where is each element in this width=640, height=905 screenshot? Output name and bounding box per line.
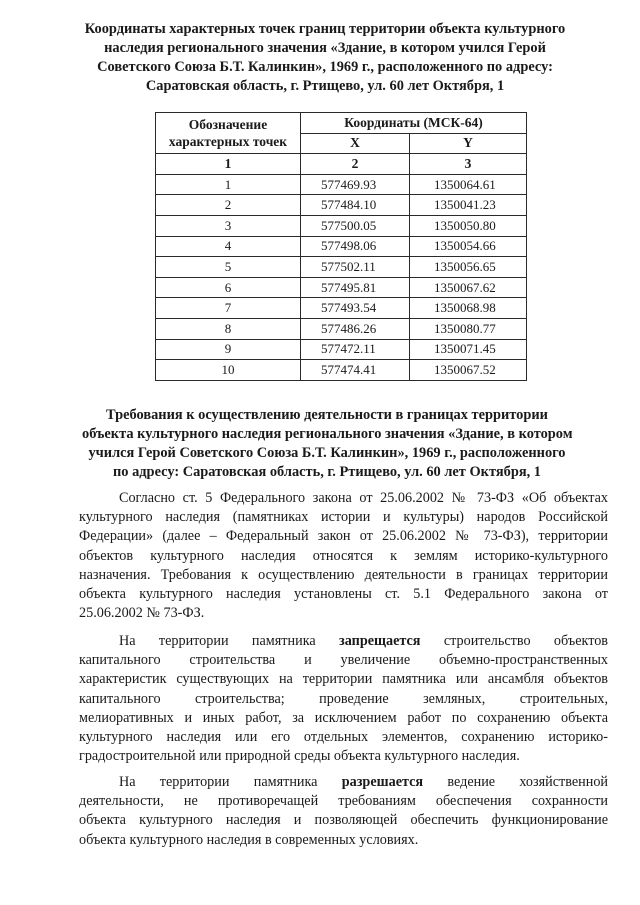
title-line: наследия регионального значения «Здание, в котором учился Герой (104, 40, 546, 56)
paragraph-line: культурного наследия (памятниках истории и культуры) народов Российской (79, 509, 608, 526)
paragraph-law-reference (79, 489, 608, 623)
header-x: X (301, 133, 410, 154)
header-name-line: Обозначение (188, 117, 268, 133)
paragraph-line: объекта культурного наследия установлены ст. 5.1 Федерального закона от (79, 586, 608, 603)
coordinates-table (155, 112, 527, 381)
cell-x: 577486.26 (301, 318, 410, 339)
paragraph-line: градостроительной или природной среды объекта культурного наследия. (79, 748, 520, 765)
paragraph-line: назначения. Требования к осуществлению деятельности в границах территории (79, 566, 608, 583)
cell-point: 5 (156, 257, 301, 278)
cell-x: 577495.81 (301, 277, 410, 298)
paragraph-permitted (79, 773, 608, 850)
header-name-line: характерных точек (168, 134, 288, 150)
cell-y: 1350050.80 (410, 215, 527, 236)
paragraph-line: объекта культурного наследия в современных условиях. (79, 831, 419, 848)
title-line: Саратовская область, г. Ртищево, ул. 60 лет Октября, 1 (145, 78, 505, 94)
paragraph-line: Федерации» (далее – Федеральный закон от 25.06.2002 № 73-ФЗ), территории (79, 528, 608, 545)
cell-point: 3 (156, 215, 301, 236)
permitted-keyword: разрешается (341, 774, 424, 790)
table-row (156, 174, 527, 195)
paragraph-first-line (79, 632, 608, 651)
table-row (156, 298, 527, 319)
title-line: Советского Союза Б.Т. Калинкин», 1969 г., расположенного по адресу: (97, 59, 553, 75)
table-row (156, 215, 527, 236)
cell-point: 7 (156, 298, 301, 319)
paragraph-line: объектов культурного наследия относятся к землям историко-культурного (79, 547, 608, 564)
cell-x: 577500.05 (301, 215, 410, 236)
cell-point: 10 (156, 360, 301, 381)
cell-point: 2 (156, 195, 301, 216)
requirements-title (82, 406, 572, 482)
title-line: по адресу: Саратовская область, г. Ртищево, ул. 60 лет Октября, 1 (113, 464, 541, 480)
cell-x: 577472.11 (301, 339, 410, 360)
header-point-designation (156, 113, 301, 154)
paragraph-first-line (79, 773, 608, 792)
coordinates-title (70, 20, 580, 96)
title-line: объекта культурного наследия регионального значения «Здание, в котором (82, 426, 573, 442)
table-row (156, 277, 527, 298)
title-line: учился Герой Советского Союза Б.Т. Калинкин», 1969 г., расположенного (88, 445, 566, 461)
table-column-number-row (156, 154, 527, 175)
table-row (156, 195, 527, 216)
paragraph-line: деятельности, не противоречащей требованиям обеспечения сохранности (79, 793, 608, 810)
cell-y: 1350068.98 (410, 298, 527, 319)
paragraph-line: мелиоративных и иных работ, за исключением работ по сохранению объекта (79, 709, 608, 726)
cell-y: 1350054.66 (410, 236, 527, 257)
cell-point: 1 (156, 174, 301, 195)
table-row (156, 236, 527, 257)
table-header-row (156, 113, 527, 134)
table-row (156, 257, 527, 278)
title-line: Координаты характерных точек границ территории объекта культурного (84, 21, 566, 37)
cell-y: 1350064.61 (410, 174, 527, 195)
paragraph-lead-tail: ведение хозяйственной (423, 774, 609, 790)
paragraph-lead: На территории памятника (119, 633, 340, 649)
cell-y: 1350041.23 (410, 195, 527, 216)
paragraph-line: капитального строительства и увеличение объемно-пространственных (79, 652, 608, 669)
cell-x: 577498.06 (301, 236, 410, 257)
header-coordinates: Координаты (МСК-64) (301, 113, 527, 134)
paragraph-line: капитального строительства; проведение земляных, строительных, (79, 690, 608, 707)
header-y: Y (410, 133, 527, 154)
paragraph-lead: На территории памятника (119, 774, 342, 790)
cell-x: 577502.11 (301, 257, 410, 278)
paragraph-lead-tail: строительство объектов (420, 633, 608, 649)
cell-point: 8 (156, 318, 301, 339)
cell-x: 577484.10 (301, 195, 410, 216)
paragraph-line: Согласно ст. 5 Федерального закона от 25.06.2002 № 73-ФЗ «Об объектах (119, 490, 608, 506)
cell-y: 1350067.62 (410, 277, 527, 298)
cell-x: 577493.54 (301, 298, 410, 319)
cell-y: 1350056.65 (410, 257, 527, 278)
cell-point: 6 (156, 277, 301, 298)
paragraph-line: культурного наследия или его отдельных элементов, сохранению историко- (79, 729, 608, 746)
cell-x: 577474.41 (301, 360, 410, 381)
cell-y: 1350080.77 (410, 318, 527, 339)
cell-point: 9 (156, 339, 301, 360)
prohibited-keyword: запрещается (339, 633, 421, 649)
column-number: 2 (301, 154, 410, 175)
table-row (156, 360, 527, 381)
column-number: 1 (156, 154, 301, 175)
title-line: Требования к осуществлению деятельности в границах территории (106, 407, 548, 423)
paragraph-line: характеристик существующих на территории памятника или ансамбля объектов (79, 671, 608, 688)
paragraph-prohibited (79, 632, 608, 766)
table-row (156, 339, 527, 360)
table-row (156, 318, 527, 339)
paragraph-line: объекта культурного наследия и позволяющей обеспечить функционирование (79, 812, 608, 829)
column-number: 3 (410, 154, 527, 175)
cell-y: 1350071.45 (410, 339, 527, 360)
paragraph-line: 25.06.2002 № 73-ФЗ. (79, 605, 205, 622)
cell-y: 1350067.52 (410, 360, 527, 381)
cell-point: 4 (156, 236, 301, 257)
cell-x: 577469.93 (301, 174, 410, 195)
